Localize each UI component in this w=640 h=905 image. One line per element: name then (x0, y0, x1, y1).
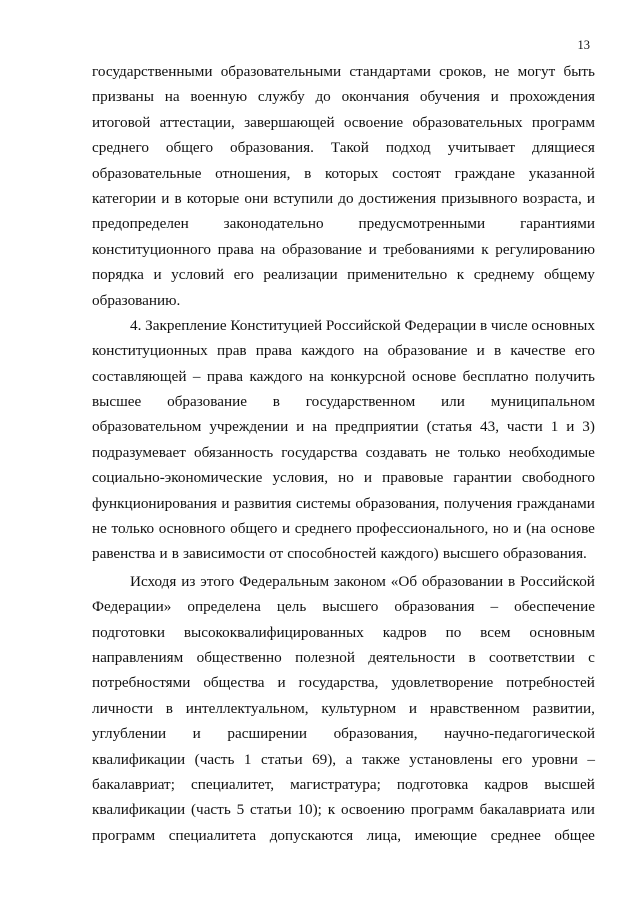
word: и (513, 520, 522, 538)
word: образовательные (92, 164, 202, 182)
word: к (327, 801, 336, 819)
word: предопределен (92, 215, 189, 233)
text-line (92, 772, 595, 797)
word: муниципальном (490, 393, 595, 411)
word: соответствии (489, 648, 575, 666)
word: каждого (301, 342, 355, 360)
word: а (345, 750, 353, 768)
word: общему (543, 266, 595, 284)
word: и (192, 725, 201, 743)
word: к (456, 266, 465, 284)
word: только (111, 520, 155, 538)
word: в (174, 189, 182, 207)
word: установлены (409, 750, 493, 768)
word: и (161, 189, 170, 207)
word: 5 (236, 801, 245, 819)
word: интеллектуальном, (185, 699, 309, 717)
text-line (92, 313, 595, 338)
word: и (296, 418, 305, 436)
word: но (492, 520, 509, 538)
word: быть (563, 63, 595, 80)
word: службу (257, 88, 305, 106)
word: государства (281, 443, 358, 461)
word: освоение (343, 113, 404, 131)
word: бакалавриата (479, 801, 566, 819)
word: потребностями (92, 674, 191, 692)
text-line (92, 338, 595, 363)
word: образовательными (220, 63, 342, 80)
word: и (221, 494, 230, 512)
word: и (586, 189, 595, 207)
word: каждого (249, 367, 303, 385)
word: уровни (531, 750, 578, 768)
word: также (361, 750, 400, 768)
word: направлениям (92, 648, 184, 666)
word: образования, (333, 725, 418, 743)
word: права (217, 240, 254, 258)
word: стандартами (349, 63, 431, 80)
word: предприятии (334, 418, 419, 436)
word: обеспечение (514, 598, 595, 616)
word: имеющие (414, 826, 478, 844)
word: но (338, 469, 354, 487)
word: обучения (419, 88, 480, 106)
word: его (574, 342, 595, 360)
word: расширении (227, 725, 307, 743)
text-line (92, 59, 595, 84)
word: подразумевает (92, 443, 186, 461)
word: нравственном (429, 699, 520, 717)
word: конкурсной (330, 367, 406, 385)
word: общественно (196, 648, 282, 666)
word: лица, (366, 826, 402, 844)
word: прохождения (509, 88, 595, 106)
word: полезной (295, 648, 355, 666)
word: или (571, 801, 595, 819)
word: 3) (582, 418, 595, 436)
word: на (309, 367, 324, 385)
word: и (368, 240, 377, 258)
text-line (92, 414, 595, 439)
text-line (92, 364, 595, 389)
word: зависимости (182, 545, 265, 563)
word: и (476, 342, 485, 360)
word: права (206, 367, 244, 385)
word: или (441, 393, 465, 411)
word: правовые (382, 469, 444, 487)
word: и (281, 520, 291, 538)
word: основным (529, 623, 595, 641)
word: среднему (473, 266, 535, 284)
word: конституционного (92, 240, 212, 258)
word: Федерации (404, 316, 477, 334)
word: высшее (92, 393, 142, 411)
word: системы (296, 494, 351, 512)
word: профессионального, (356, 520, 489, 538)
word: культурном (321, 699, 397, 717)
text-line (92, 288, 595, 313)
word: Федеральным (239, 572, 330, 590)
word: 1 (550, 418, 559, 436)
word: бакалавриат; (92, 775, 175, 793)
word: в (508, 572, 516, 590)
word: статьи (260, 750, 303, 768)
text-line (92, 747, 595, 772)
word: которые (186, 189, 240, 207)
word: подход (385, 139, 431, 157)
word: удовлетворение (391, 674, 494, 692)
word: его (502, 750, 523, 768)
text-line (92, 186, 595, 211)
word: возраста, (522, 189, 582, 207)
word: программ (531, 113, 595, 131)
word: государства, (298, 674, 379, 692)
word: Федерации» (92, 598, 172, 616)
word: законом (333, 572, 386, 590)
word: не (494, 63, 510, 80)
word: (на (526, 520, 546, 538)
word: социально-экономические (92, 469, 263, 487)
text-line (92, 237, 595, 262)
word: статьи (250, 801, 292, 819)
word: части (506, 418, 543, 436)
word: предусмотренными (358, 215, 486, 233)
word: углублении (92, 725, 167, 743)
word: цель (276, 598, 307, 616)
word: создавать (365, 443, 427, 461)
word: гарантиями (520, 215, 595, 233)
word: специалитет, (190, 775, 275, 793)
word: и (153, 266, 162, 284)
word: только (458, 443, 501, 461)
word: получения (443, 494, 513, 512)
word: призывного (441, 189, 518, 207)
word: бесплатно (462, 367, 529, 385)
word: отношения, (215, 164, 291, 182)
word: и (277, 674, 286, 692)
word: равенства (92, 545, 156, 563)
word: применительно (347, 266, 448, 284)
word: военную (190, 88, 248, 106)
word: окончания (341, 88, 410, 106)
word: в (165, 699, 173, 717)
word: до (338, 189, 354, 207)
word: не (435, 443, 450, 461)
word: состоят (392, 164, 441, 182)
word: 4. (130, 316, 142, 334)
text-line (92, 721, 595, 746)
word: квалификации (92, 750, 186, 768)
word: законодательно (223, 215, 324, 233)
word: прав (216, 342, 247, 360)
word: не (92, 520, 107, 538)
word: на (312, 418, 328, 436)
word: к (481, 240, 489, 258)
word: в (171, 545, 179, 563)
word: образования. (230, 139, 314, 157)
word: на (164, 88, 180, 106)
word: 10); (297, 801, 322, 819)
word: образования. (502, 545, 587, 563)
word: образование (167, 393, 247, 411)
word: итоговой (92, 113, 151, 131)
word: регулированию (495, 240, 595, 258)
text-line (92, 211, 595, 236)
word: Закрепление (145, 316, 227, 334)
word: магистратура; (290, 775, 381, 793)
word: кадров (382, 623, 427, 641)
word: сроков, (439, 63, 487, 80)
word: на (260, 240, 276, 258)
word: и (159, 545, 168, 563)
word: функционирования (92, 494, 217, 512)
word: по (445, 623, 462, 641)
word: 1 (243, 750, 252, 768)
word: его (233, 266, 254, 284)
word: подготовка (396, 775, 469, 793)
word: основе (412, 367, 457, 385)
word: образование (282, 240, 362, 258)
word: они (244, 189, 269, 207)
word: в (468, 648, 476, 666)
word: указанной (528, 164, 595, 182)
text-line (92, 389, 595, 414)
word: качестве (510, 342, 566, 360)
word: образования, (355, 494, 440, 512)
word: высшей (544, 775, 595, 793)
word: государственном (305, 393, 416, 411)
word: гарантии (453, 469, 512, 487)
word: допускаются (269, 826, 354, 844)
word: категории (92, 189, 157, 207)
word: конституционных (92, 342, 208, 360)
word: и (566, 418, 575, 436)
word: числе (490, 316, 528, 334)
word: которых (324, 164, 379, 182)
word: образования (394, 598, 475, 616)
text-line (92, 135, 595, 160)
body-text (92, 59, 595, 848)
text-line (92, 823, 595, 848)
word: деятельности (368, 648, 456, 666)
word: в (479, 316, 488, 334)
word: высококвалифицированных (183, 623, 364, 641)
word: и (408, 699, 418, 717)
word: основе (550, 520, 595, 538)
word: – (490, 598, 499, 616)
word: общего (165, 139, 214, 157)
word: могут (517, 63, 556, 80)
word: Такой (330, 139, 369, 157)
word: из (181, 572, 196, 590)
word: развития (234, 494, 292, 512)
word: свободного (521, 469, 595, 487)
text-line (92, 620, 595, 645)
word: в (493, 342, 502, 360)
text-line (92, 516, 595, 541)
word: (статья (426, 418, 473, 436)
word: (часть (194, 750, 235, 768)
word: вступили (273, 189, 334, 207)
word: Российской (325, 316, 401, 334)
word: высшего (442, 545, 499, 563)
word: среднего (92, 139, 149, 157)
word: 69), (312, 750, 337, 768)
word: основных (531, 316, 595, 334)
word: образованию. (92, 291, 181, 309)
word: необходимые (508, 443, 595, 461)
text-line (92, 491, 595, 516)
word: от (269, 545, 284, 563)
page-number: 13 (577, 38, 590, 52)
text-line (92, 262, 595, 287)
word: квалификации (92, 801, 186, 819)
word: среднее (490, 826, 541, 844)
word: кадров (484, 775, 529, 793)
word: условия, (272, 469, 329, 487)
word: государственными (92, 63, 213, 80)
word: в (272, 393, 280, 411)
word: «Об (390, 572, 418, 590)
word: (часть (191, 801, 231, 819)
word: общества (203, 674, 265, 692)
word: составляющей (92, 367, 187, 385)
word: условий (171, 266, 225, 284)
text-line (92, 465, 595, 490)
text-line (92, 670, 595, 695)
word: образовательных (412, 113, 523, 131)
word: определена (187, 598, 261, 616)
word: и (363, 469, 373, 487)
text-line (92, 797, 595, 822)
word: научно-педагогической (444, 725, 595, 743)
word: развитии, (532, 699, 595, 717)
word: обязанность (193, 443, 274, 461)
word: учитывает (447, 139, 515, 157)
text-line (92, 110, 595, 135)
word: права (255, 342, 292, 360)
text-line (92, 440, 595, 465)
word: образовании (421, 572, 504, 590)
word: учреждении (209, 418, 289, 436)
text-line (92, 569, 595, 594)
word: – (587, 750, 595, 768)
word: на (363, 342, 379, 360)
word: требованиями (383, 240, 475, 258)
word: Российской (520, 572, 595, 590)
word: этого (200, 572, 235, 590)
text-line (92, 594, 595, 619)
word: получить (534, 367, 595, 385)
word: граждане (454, 164, 516, 182)
word: завершающей (244, 113, 335, 131)
word: до (315, 88, 331, 106)
word: каждого) (380, 545, 439, 563)
word: порядка (92, 266, 144, 284)
word: общее (554, 826, 595, 844)
word: – (192, 367, 201, 385)
word: призваны (92, 88, 154, 106)
word: общего (230, 520, 278, 538)
word: основного (158, 520, 226, 538)
word: программ (92, 826, 156, 844)
word: в (304, 164, 312, 182)
text-line (92, 541, 595, 566)
word: образование (387, 342, 468, 360)
word: программ (410, 801, 474, 819)
word: Исходя (130, 572, 177, 590)
word: личности (92, 699, 153, 717)
word: потребностей (506, 674, 595, 692)
word: образовательном (92, 418, 202, 436)
word: с (588, 648, 595, 666)
text-line (92, 84, 595, 109)
word: аттестации, (159, 113, 235, 131)
word: реализации (263, 266, 338, 284)
word: специалитета (168, 826, 257, 844)
word: достижения (358, 189, 437, 207)
word: длящиеся (531, 139, 595, 157)
text-line (92, 161, 595, 186)
word: высшего (322, 598, 379, 616)
word: гражданами (516, 494, 595, 512)
word: всем (480, 623, 511, 641)
text-line (92, 645, 595, 670)
word: подготовки (92, 623, 165, 641)
word: среднего (294, 520, 352, 538)
text-line (92, 696, 595, 721)
word: способностей (287, 545, 377, 563)
word: 43, (480, 418, 500, 436)
word: и (490, 88, 499, 106)
word: освоению (340, 801, 405, 819)
word: Конституцией (230, 316, 323, 334)
